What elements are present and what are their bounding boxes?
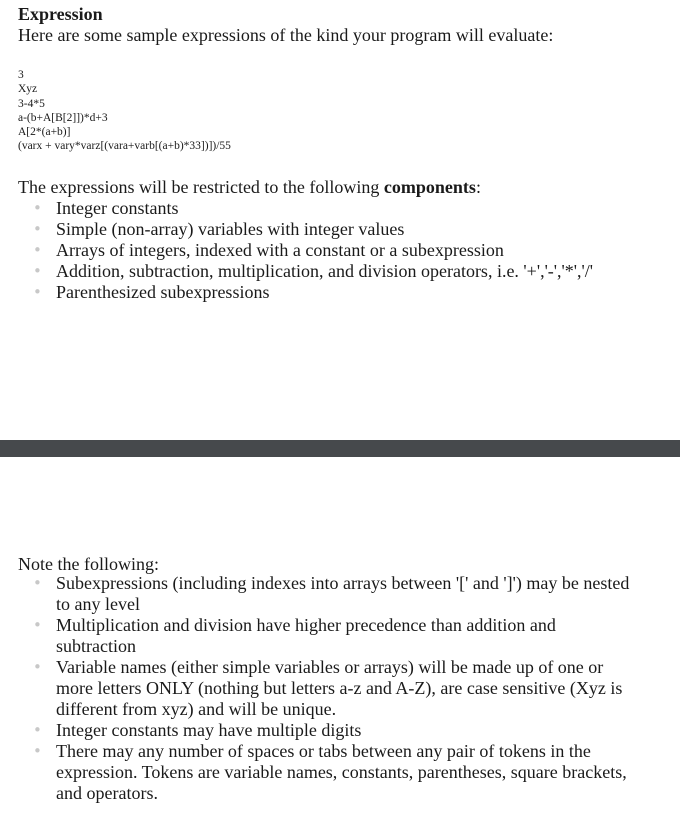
section-divider	[0, 440, 680, 457]
bullet-icon: •	[33, 721, 42, 739]
list-item	[18, 573, 638, 615]
intro-text: Here are some sample expressions of the kind your program will evaluate:	[18, 25, 554, 45]
notes-list	[18, 573, 638, 804]
sample-expression: 3-4*5	[18, 97, 45, 110]
list-item-text: Subexpressions (including indexes into arrays between '[' and ']') may be nested to any level	[56, 573, 630, 614]
list-item	[18, 741, 638, 804]
list-item	[18, 219, 658, 240]
list-item-text: Multiplication and division have higher precedence than addition and subtraction	[56, 615, 556, 656]
list-item-text: Addition, subtraction, multiplication, and division operators, i.e. '+','-','*','/'	[56, 261, 594, 281]
sample-expression: 3	[18, 69, 24, 81]
bullet-icon: •	[33, 220, 42, 238]
restriction-bold: components	[383, 177, 476, 197]
bullet-icon: •	[33, 199, 42, 217]
list-item-text: Parenthesized subexpressions	[56, 282, 270, 302]
restriction-lead: The expressions will be restricted to the following	[18, 177, 384, 197]
list-item-text: Simple (non-array) variables with integer values	[56, 219, 405, 239]
sample-expression: a-(b+A[B[2]])*d+3	[18, 111, 108, 124]
bullet-icon: •	[33, 658, 42, 676]
list-item	[18, 720, 638, 741]
list-item	[18, 240, 658, 261]
list-item-text: There may any number of spaces or tabs between any pair of tokens in the expression. Tokens are variable names, constants, parentheses, square brackets, and operators.	[56, 741, 627, 803]
bullet-icon: •	[33, 241, 42, 259]
sample-expression: Xyz	[18, 83, 38, 96]
sample-expression: (varx + vary*varz[(vara+varb[(a+b)*33])])/55	[18, 140, 231, 153]
list-item	[18, 657, 638, 720]
bullet-icon: •	[33, 283, 42, 301]
restriction-tail: :	[475, 177, 481, 197]
list-item-text: Integer constants may have multiple digits	[56, 720, 362, 740]
bullet-icon: •	[33, 574, 42, 592]
sample-expression: A[2*(a+b)]	[18, 126, 71, 139]
note-heading: Note the following:	[18, 554, 159, 574]
bullet-icon: •	[33, 616, 42, 634]
list-item-text: Arrays of integers, indexed with a constant or a subexpression	[56, 240, 504, 260]
list-item	[18, 282, 658, 303]
list-item	[18, 615, 638, 657]
list-item-text: Variable names (either simple variables or arrays) will be made up of one or more letters ONLY (nothing but letters a-z and A-Z), are case sensitive (Xyz is different from xyz) and will be unique.	[56, 657, 623, 719]
bullet-icon: •	[33, 742, 42, 760]
list-item	[18, 198, 658, 219]
components-list	[18, 198, 658, 303]
list-item-text: Integer constants	[56, 198, 179, 218]
sample-expressions	[18, 68, 231, 154]
page-title: Expression	[18, 4, 103, 24]
bullet-icon: •	[33, 262, 42, 280]
restriction-text	[18, 176, 481, 198]
list-item	[18, 261, 658, 282]
